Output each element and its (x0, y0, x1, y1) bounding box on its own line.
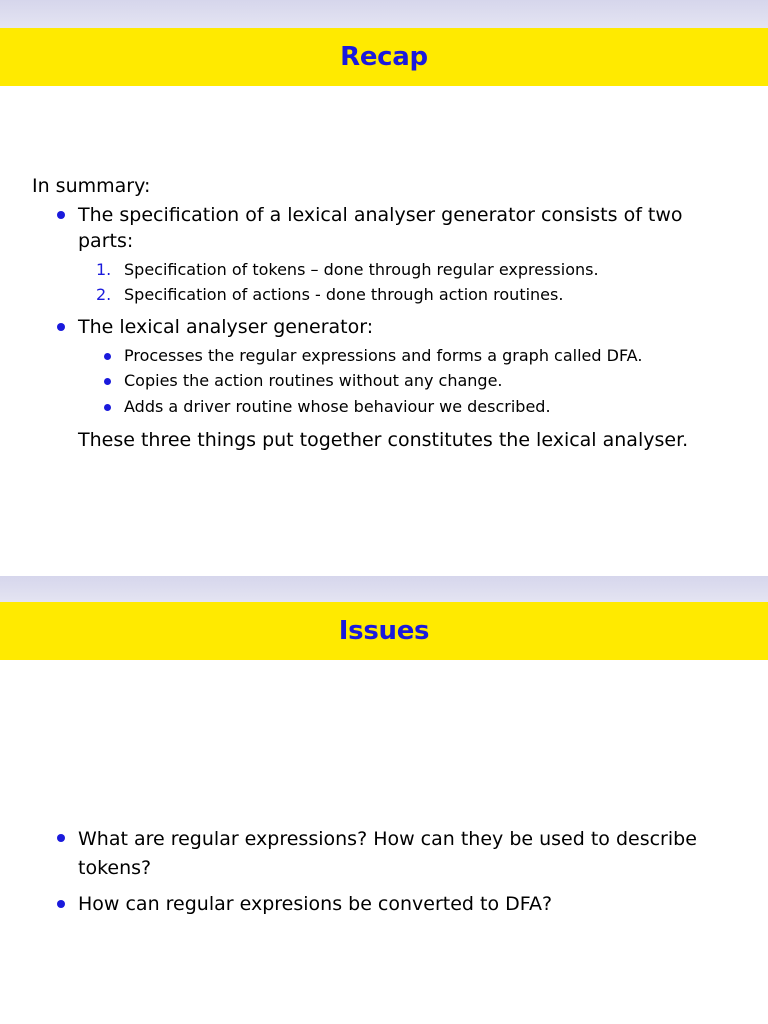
list-item: The lexical analyser generator: (78, 316, 374, 338)
bullet-icon (57, 834, 65, 842)
bullet-icon (104, 353, 111, 360)
list-item: How can regular expresions be converted to DFA? (78, 893, 553, 915)
headline-strip (0, 0, 768, 28)
sub-list-item: Processes the regular expressions and forms a graph called DFA. (124, 346, 643, 365)
bullet-icon (57, 900, 65, 908)
enum-number: 2. (96, 285, 112, 304)
headline-strip (0, 576, 768, 602)
sub-list-item: Specification of tokens – done through regular expressions. (124, 260, 599, 279)
sub-list-item: Adds a driver routine whose behaviour we described. (124, 397, 551, 416)
list-item: What are regular expressions? How can they be used to describe tokens? (78, 828, 697, 879)
slide-title: Recap (340, 42, 428, 72)
bullet-icon (104, 404, 111, 411)
intro-text: In summary: (32, 175, 151, 197)
slide-issues (0, 576, 768, 1024)
slide-title: Issues (338, 616, 430, 646)
sub-list-item: Copies the action routines without any change. (124, 371, 503, 390)
bullet-icon (104, 378, 111, 385)
sub-list-item: Specification of actions - done through action routines. (124, 285, 564, 304)
list-item: The specification of a lexical analyser generator consists of two parts: (78, 204, 683, 252)
slide-title-bar (0, 602, 768, 660)
closing-text: These three things put together constitutes the lexical analyser. (78, 429, 689, 451)
enum-number: 1. (96, 260, 112, 279)
bullet-icon (57, 323, 65, 331)
bullet-icon (57, 211, 65, 219)
slide-title-bar (0, 28, 768, 86)
